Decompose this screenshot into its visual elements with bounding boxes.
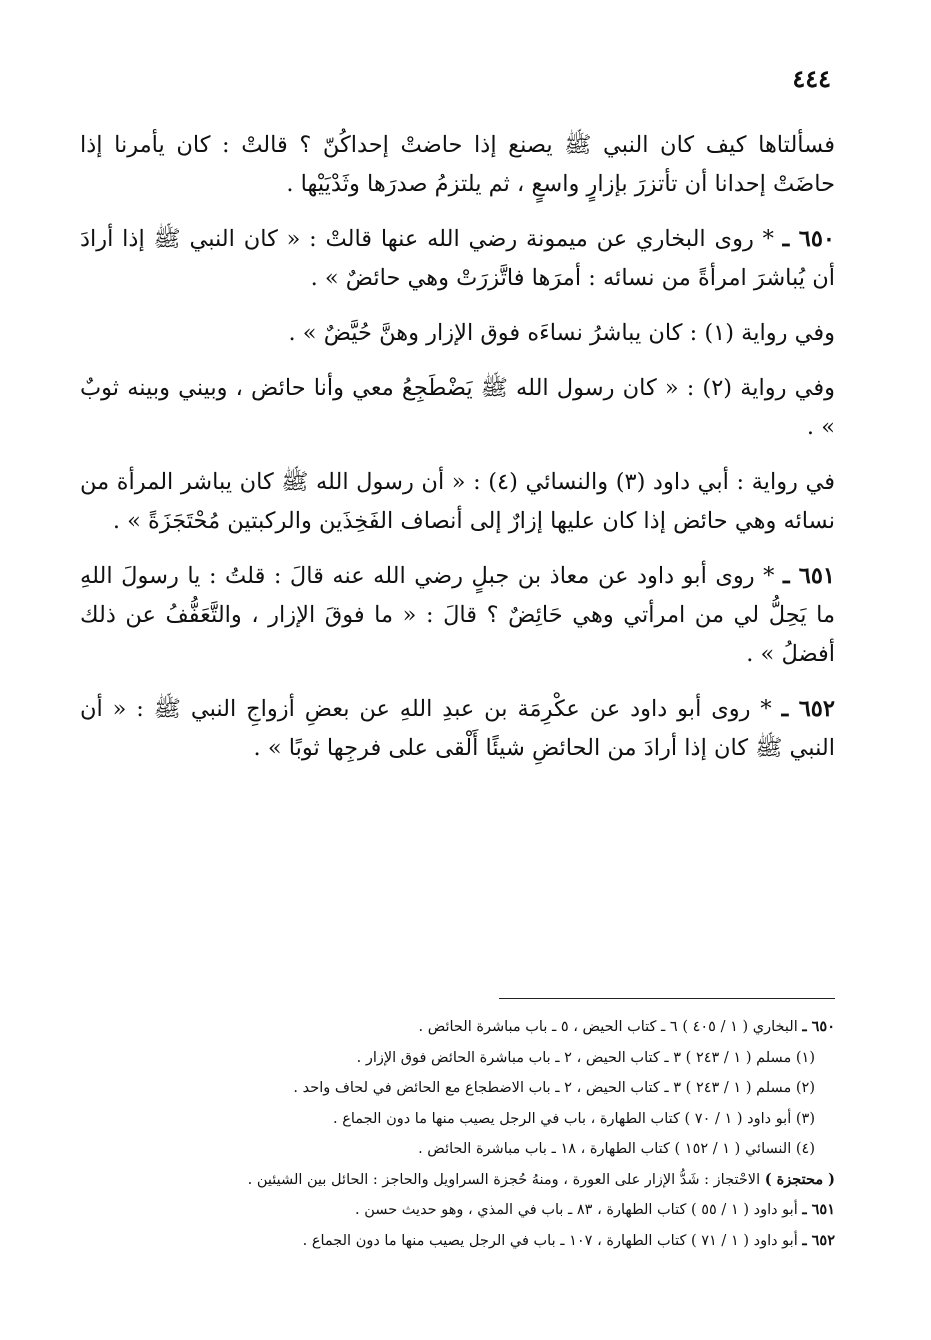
footnote-text: أبو داود ( ١ / ٥٥ ) كتاب الطهارة ، ٨٣ ـ باب في المذي ، وهو حديث حسن . bbox=[355, 1202, 798, 1218]
footnote-number: (٣) bbox=[795, 1110, 815, 1127]
footnote-number: (١) bbox=[795, 1049, 815, 1066]
paragraph-text: * روى أبو داود عن عكْرِمَة بن عبدِ اللهِ عن بعضِ أزواجِ النبي ﷺ : « أن النبي ﷺ كان إذا أرادَ من الحائضِ شيئًا أَلْقى على فرجِها ثوبًا » . bbox=[80, 696, 835, 761]
paragraph-narration-2 bbox=[80, 369, 835, 447]
paragraph-hadith-652 bbox=[80, 690, 835, 768]
footnote-number: ( محتجزة ) bbox=[764, 1170, 835, 1188]
footnote-number: (٢) bbox=[795, 1080, 815, 1096]
footnote-text: أبو داود ( ١ / ٧١ ) كتاب الطهارة ، ١٠٧ ـ باب في الرجل يصيب منها ما دون الجماع . bbox=[302, 1232, 798, 1249]
paragraph-text: * روى أبو داود عن معاذ بن جبلٍ رضي الله عنه قالَ : قلتُ : يا رسولَ اللهِ ما يَحِلُّ لي من امرأتي وهي حَائِضٌ ؟ قالَ : « ما فوقَ الإزار ، والتَّعَفُّفُ عن ذلك أفضلُ » . bbox=[80, 563, 835, 667]
paragraph-text: وفي رواية (١) : كان يباشرُ نساءَه فوق الإزار وهنَّ حُيَّضٌ » . bbox=[288, 320, 835, 346]
paragraph-continuation bbox=[80, 126, 835, 204]
page-number: ٤٤٤ bbox=[792, 64, 831, 93]
footnote-number: (٤) bbox=[795, 1141, 815, 1157]
paragraph-narration-1 bbox=[80, 314, 835, 353]
footnote-651 bbox=[95, 1195, 835, 1226]
footnote-text: مسلم ( ١ / ٢٤٣ ) ٣ ـ كتاب الحيض ، ٢ ـ باب الاضطجاع مع الحائض في لحاف واحد . bbox=[293, 1080, 792, 1096]
paragraph-narration-3-4 bbox=[80, 463, 835, 541]
paragraph-hadith-651 bbox=[80, 557, 835, 674]
paragraph-text: فسألتاها كيف كان النبي ﷺ يصنع إذا حاضتْ إحداكُنّ ؟ قالتْ : كان يأمرنا إذا حاضَتْ إحدانا أن تأتزرَ بإزارٍ واسعٍ ، ثم يلتزمُ صدرَها وثَدْيَيْها . bbox=[80, 132, 835, 197]
footnote-3 bbox=[95, 1104, 835, 1135]
paragraph-text: * روى البخاري عن ميمونة رضي الله عنها قالتْ : « كان النبي ﷺ إذا أرادَ أن يُباشرَ امرأةً من نسائه : أمرَها فاتَّزرَتْ وهي حائضٌ » . bbox=[80, 226, 835, 291]
footnote-652 bbox=[95, 1226, 835, 1257]
hadith-number: ٦٥٢ ـ bbox=[781, 696, 835, 722]
footnote-number: ٦٥٢ ـ bbox=[802, 1231, 835, 1249]
footnote-text: البخاري ( ١ / ٤٠٥ ) ٦ ـ كتاب الحيض ، ٥ ـ باب مباشرة الحائض . bbox=[418, 1019, 798, 1035]
footnote-text: أبو داود ( ١ / ٧٠ ) كتاب الطهارة ، باب في الرجل يصيب منها ما دون الجماع . bbox=[332, 1110, 792, 1127]
main-text bbox=[80, 126, 835, 784]
footnote-text: النسائي ( ١ / ١٥٢ ) كتاب الطهارة ، ١٨ ـ باب مباشرة الحائض . bbox=[418, 1141, 792, 1157]
footnote-glossary bbox=[95, 1165, 835, 1196]
footnote-number: ٦٥١ ـ bbox=[802, 1201, 835, 1218]
footnote-text: الاحْتجاز : شَدُّ الإزار على العورة ، ومنهُ حُجزة السراويل والحاجز : الحائل بين الشيئين . bbox=[247, 1171, 761, 1188]
footnote-650 bbox=[95, 1012, 835, 1043]
footnotes bbox=[95, 1012, 835, 1256]
paragraph-text: في رواية : أبي داود (٣) والنسائي (٤) : « أن رسول الله ﷺ كان يباشر المرأة من نسائه وهي حائض إذا كان عليها إزارٌ إلى أنصاف الفَخِذَين والركبتين مُحْتَجَزَةً » . bbox=[80, 469, 835, 534]
paragraph-text: وفي رواية (٢) : « كان رسول الله ﷺ يَضْطَجِعُ معي وأنا حائض ، وبيني وبينه ثوبٌ » . bbox=[80, 375, 836, 440]
footnote-1 bbox=[95, 1043, 835, 1074]
paragraph-hadith-650 bbox=[80, 220, 835, 298]
footnote-divider bbox=[499, 998, 835, 999]
footnote-text: مسلم ( ١ / ٢٤٣ ) ٣ ـ كتاب الحيض ، ٢ ـ باب مباشرة الحائض فوق الإزار . bbox=[356, 1049, 792, 1066]
hadith-number: ٦٥١ ـ bbox=[782, 563, 835, 589]
footnote-2 bbox=[95, 1073, 835, 1104]
footnote-4 bbox=[95, 1134, 835, 1165]
hadith-number: ٦٥٠ ـ bbox=[782, 226, 835, 252]
footnote-number: ٦٥٠ ـ bbox=[802, 1018, 835, 1035]
